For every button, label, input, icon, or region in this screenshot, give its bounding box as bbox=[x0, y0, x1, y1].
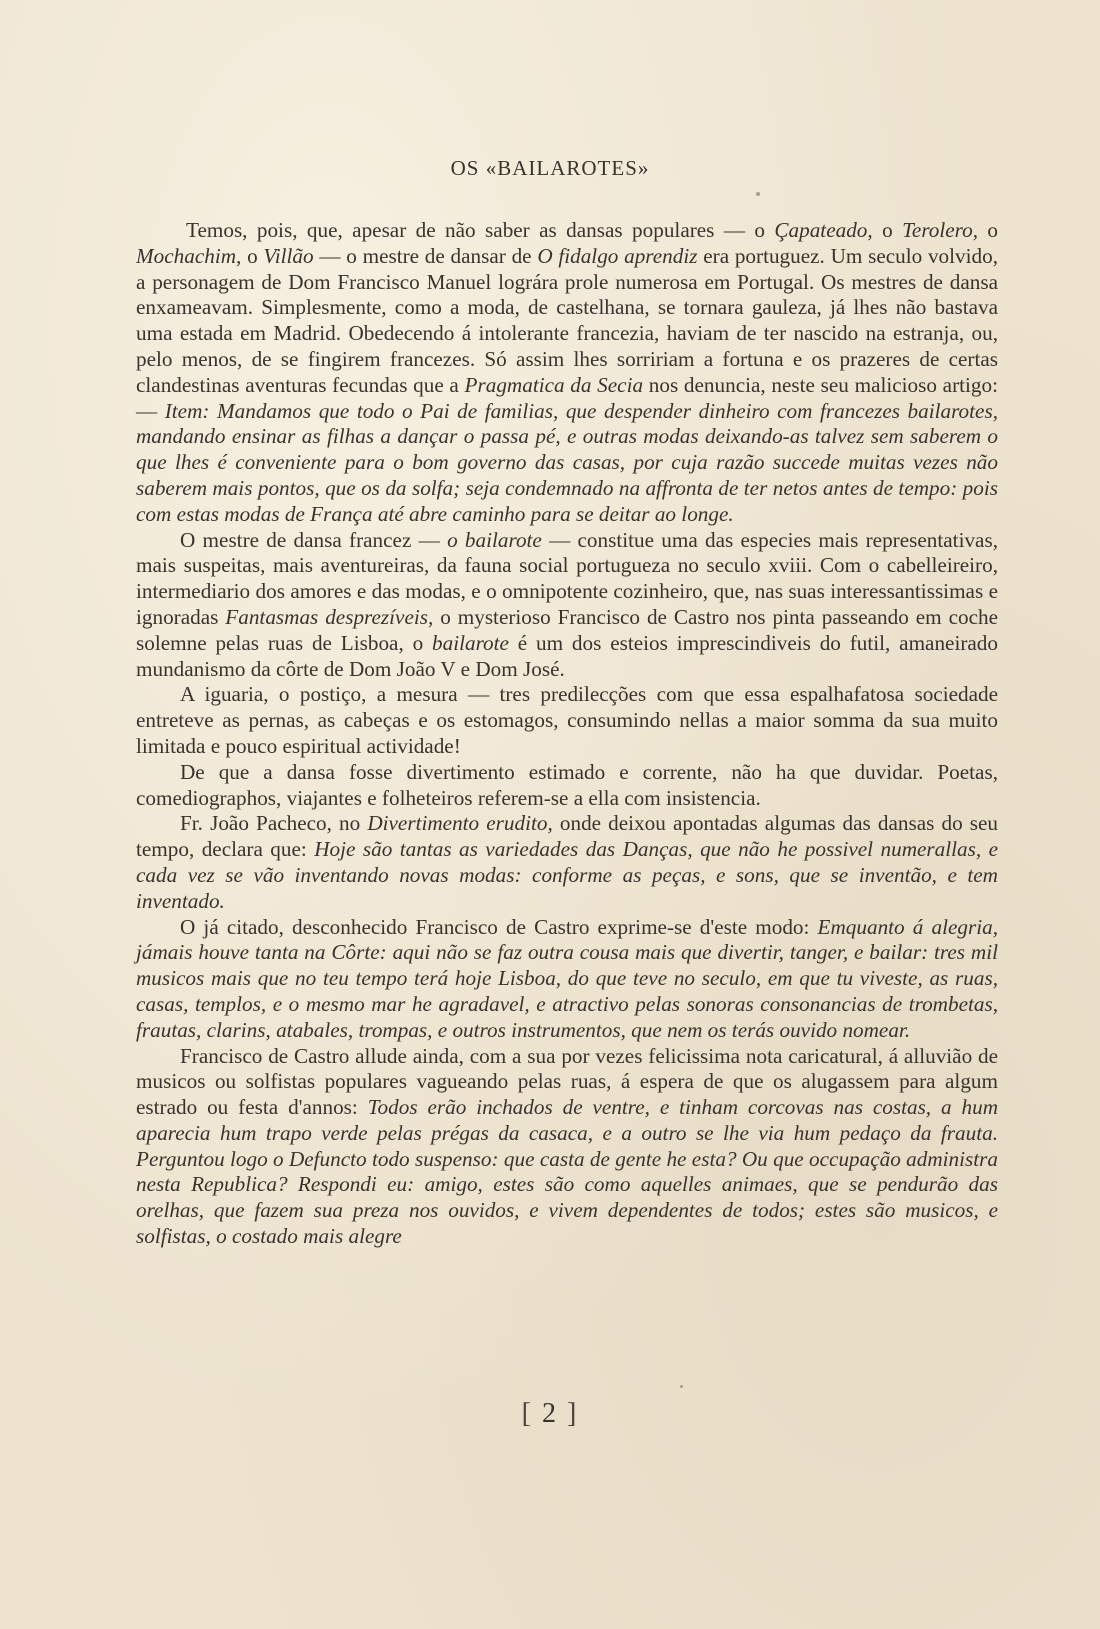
italic-text: Hoje são tantas as variedades das Danças, que não he possivel numerallas, e cada vez se vão inventando novas modas: conforme as peças, e sons, que se inventão, e tem inventado. bbox=[136, 837, 999, 913]
italic-text: Villão bbox=[263, 243, 314, 268]
text-run: onde deixou apontadas algumas das dansas do seu tempo, declara que: bbox=[136, 811, 999, 862]
paragraph bbox=[136, 528, 998, 683]
italic-text: Emquanto á alegria, jámais houve tanta na Côrte: aqui não se faz outra cousa mais que divertir, tanger, e bailar: tres mil musicos mais que no teu tempo terá hoje Lisboa, do que teve no seculo, em que tu viveste, as ruas, casas, templos, e o mesmo mar he agradavel, e atractivo pelas sonoras consonancias de trombetas, frautas, clarins, atabales, trompas, e outros instrumentos, que nem os terás ouvido nomear. bbox=[136, 914, 998, 1042]
italic-text: Mochachim, bbox=[136, 243, 242, 268]
text-run: Temos, pois, que, apesar de não saber as dansas populares — o bbox=[186, 218, 775, 242]
text-run: — o mestre de dansar de bbox=[313, 243, 538, 268]
italic-text: bailarote bbox=[432, 630, 509, 655]
paragraph bbox=[136, 760, 998, 812]
paragraph bbox=[136, 1044, 998, 1250]
italic-text: Divertimento erudito, bbox=[367, 811, 553, 836]
text-run: é um dos esteios imprescindiveis do futil, amaneirado mundanismo da côrte de Dom João V e Dom José. bbox=[136, 630, 998, 681]
text-run: o bbox=[872, 218, 903, 242]
paragraph bbox=[136, 218, 998, 528]
text-run: — constitue uma das especies mais representativas, mais suspeitas, mais aventureiras, da fauna social portugueza no seculo xviii. Com o cabelleireiro, intermediario dos amores e das modas, e o omnipotente cozinheiro, que, nas suas interessantissimas e ignoradas bbox=[136, 527, 998, 629]
italic-text: o bailarote bbox=[447, 527, 542, 552]
text-run: O mestre de dansa francez — bbox=[180, 527, 448, 552]
paragraph bbox=[136, 915, 998, 1044]
text-run: era portuguez. Um seculo volvido, a personagem de Dom Francisco Manuel lográra prole numerosa em Portugal. Os mestres de dansa enxameavam. Simplesmente, como a moda, de castelhana, se tornara gauleza, já lhes não bastava uma estada em Madrid. Obedecendo á intolerante francezia, haviam de ter nascido na estranja, ou, pelo menos, de se fingirem francezes. Só assim lhes sorririam a fortuna e os prazeres de certas clandestinas aventuras fecundas que a bbox=[136, 243, 998, 397]
page-number-open-bracket: [ bbox=[521, 1398, 533, 1429]
text-run: nos denuncia, neste seu malicioso artigo: — bbox=[136, 372, 998, 423]
running-head: OS «BAILAROTES» bbox=[450, 156, 650, 180]
text-run: De que a dansa fosse divertimento estimado e corrente, não ha que duvidar. Poetas, comediographos, viajantes e folheteiros referem-se a ella com insistencia. bbox=[136, 759, 998, 810]
italic-text: Çapateado, bbox=[774, 218, 873, 242]
body-text bbox=[136, 218, 998, 1250]
paper-speck bbox=[756, 192, 760, 196]
italic-text: Terolero, bbox=[902, 218, 979, 242]
text-run: O já citado, desconhecido Francisco de Castro exprime-se d'este modo: bbox=[180, 914, 818, 939]
paper-speck bbox=[680, 1385, 683, 1388]
page-number bbox=[0, 1398, 1100, 1430]
text-run: Francisco de Castro allude ainda, com a sua por vezes felicissima nota caricatural, á alluvião de musicos ou solfistas populares vagueando pelas ruas, á espera de que os alugassem para algum estrado ou festa d'annos: bbox=[136, 1043, 998, 1120]
italic-text: O fidalgo aprendiz bbox=[537, 243, 698, 268]
paragraph bbox=[136, 811, 998, 914]
page-number-close-bracket: ] bbox=[567, 1398, 579, 1429]
italic-text: Pragmatica da Secia bbox=[464, 372, 644, 397]
italic-text: Fantasmas desprezíveis, bbox=[225, 604, 434, 629]
text-run: Fr. João Pacheco, no bbox=[180, 811, 368, 836]
text-run: A iguaria, o postiço, a mesura — tres predilecções com que essa espalhafatosa sociedade entreteve as pernas, as cabeças e os estomagos, consumindo nellas a maior somma da sua muito limitada e pouco espiritual actividade! bbox=[136, 682, 998, 758]
paragraph bbox=[136, 682, 998, 759]
italic-text: Todos erão inchados de ventre, e tinham corcovas nas costas, a hum aparecia hum trapo verde pelas prégas da casaca, e a outro se lhe via hum pedaço da frauta. Perguntou logo o Defuncto todo suspenso: que casta de gente he esta? Ou que occupação administra nesta Republica? Respondi eu: amigo, estes são como aquelles animaes, que se pendurão das orelhas, que fazem sua preza nos ouvidos, e vivem dependentes de todos; estes são musicos, e solfistas, o costado mais alegre bbox=[136, 1095, 998, 1249]
text-run: o mysterioso Francisco de Castro nos pinta passeando em coche solemne pelas ruas de Lisboa, o bbox=[136, 604, 998, 655]
italic-text: Item: Mandamos que todo o Pai de familias, que despender dinheiro com francezes bailarotes, mandando ensinar as filhas a dançar o passa pé, e outras modas deixando-as talvez sem saberem o que lhes é conveniente para o bom governo das casas, por cuja razão succede muitas vezes não saberem mais pontos, que os da solfa; seja condemnado na affronta de ter netos antes de tempo: pois com estas modas de França até abre caminho para se deitar ao longe. bbox=[136, 398, 998, 526]
text-run: o bbox=[978, 218, 999, 242]
page-number-value: 2 bbox=[542, 1398, 558, 1429]
text-run: o bbox=[241, 243, 264, 268]
